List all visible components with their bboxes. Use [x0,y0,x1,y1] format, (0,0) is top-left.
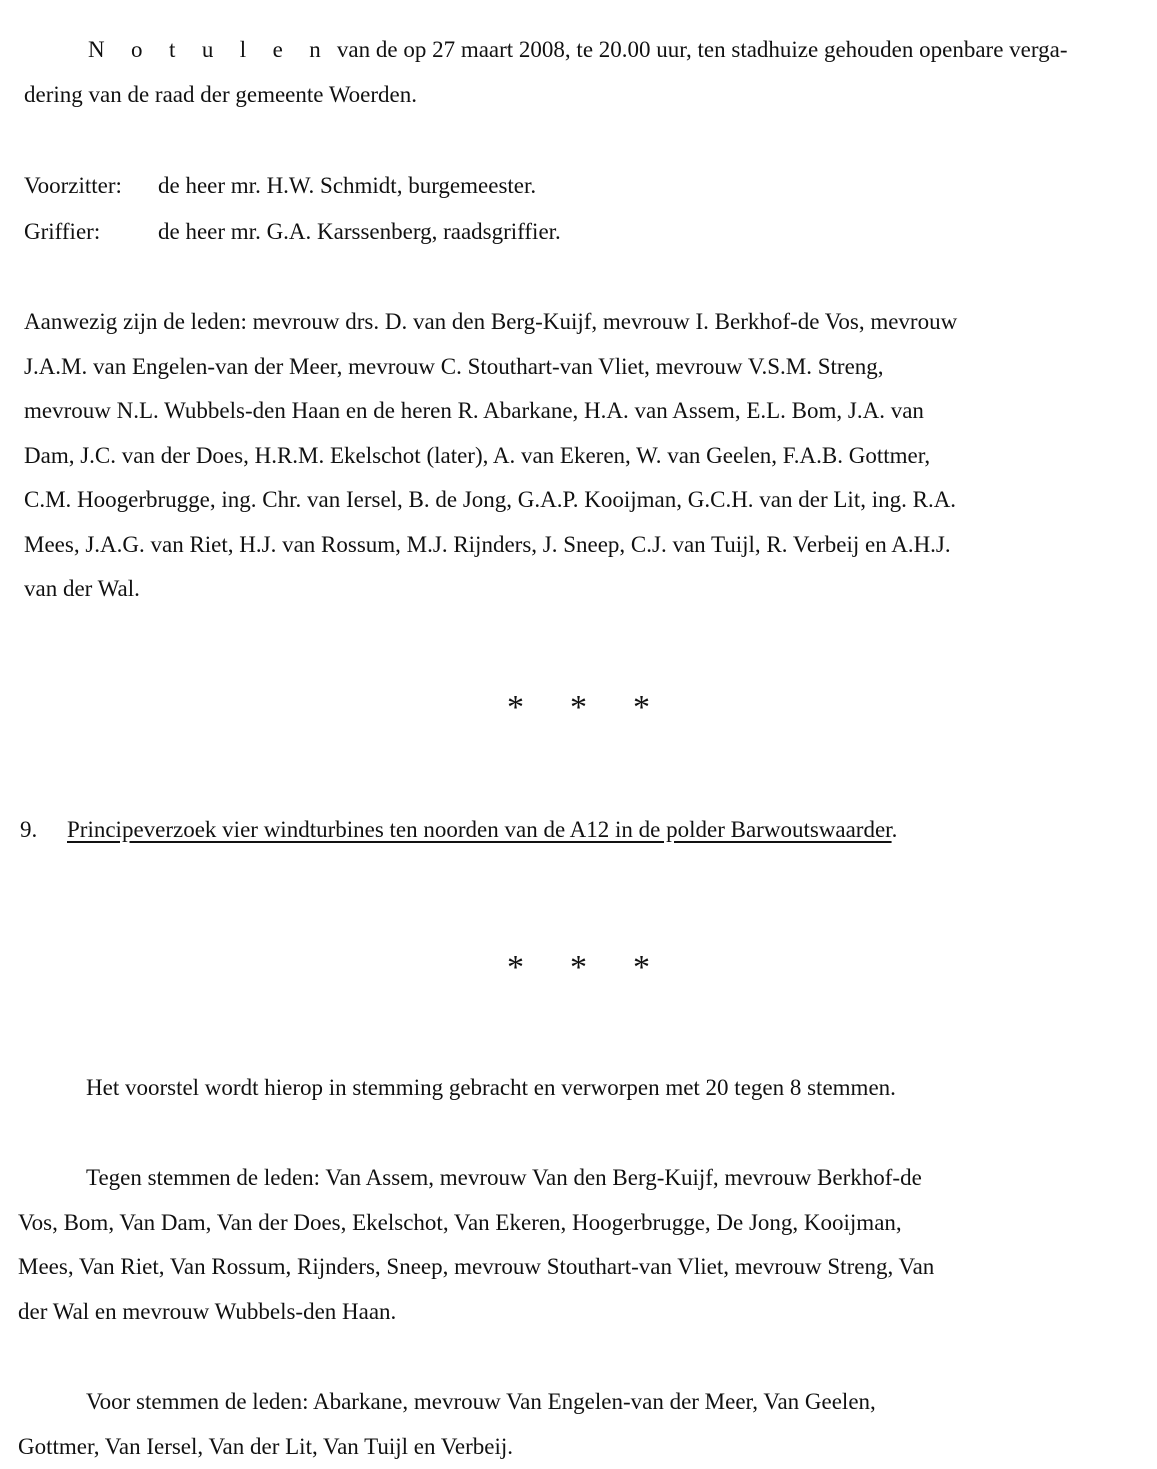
vote-result: Het voorstel wordt hierop in stemming gebracht en verworpen met 20 tegen 8 stemmen. [86,1066,896,1111]
asterisk: * [610,688,673,728]
agenda-item-title-end: . [892,817,898,842]
votes-for-line: Voor stemmen de leden: Abarkane, mevrouw Van Engelen-van der Meer, Van Geelen, [86,1380,876,1425]
votes-against-line: Vos, Bom, Van Dam, Van der Does, Ekelschot, Van Ekeren, Hoogerbrugge, De Jong, Kooijman, [18,1201,934,1246]
votes-against-line: Tegen stemmen de leden: Van Assem, mevrouw Van den Berg-Kuijf, mevrouw Berkhof-de [86,1156,934,1201]
separator-asterisks [0,688,1157,728]
votes-against-line: der Wal en mevrouw Wubbels-den Haan. [18,1290,934,1335]
attendees-line: Dam, J.C. van der Does, H.R.M. Ekelschot (later), A. van Ekeren, W. van Geelen, F.A.B. Gottmer, [24,434,957,479]
votes-against-line: Mees, Van Riet, Van Rossum, Rijnders, Sneep, mevrouw Stouthart-van Vliet, mevrouw Streng, Van [18,1245,934,1290]
votes-for-paragraph [18,1380,876,1469]
notulen-word: N o t u l e n [88,37,331,62]
asterisk: * [610,948,673,988]
chair-row [24,164,536,209]
attendees-line: J.A.M. van Engelen-van der Meer, mevrouw C. Stouthart-van Vliet, mevrouw V.S.M. Streng, [24,345,957,390]
intro-line-2: dering van de raad der gemeente Woerden. [24,73,1068,118]
votes-against-paragraph [18,1156,934,1334]
clerk-label: Griffier: [24,210,158,255]
attendees-paragraph [24,300,957,612]
agenda-item-number: 9. [20,808,67,853]
separator-asterisks [0,948,1157,988]
clerk-row [24,210,561,255]
agenda-item-heading [20,808,897,853]
intro-paragraph [24,28,1068,117]
chair-label: Voorzitter: [24,164,158,209]
asterisk: * [484,948,547,988]
clerk-value: de heer mr. G.A. Karssenberg, raadsgriffier. [158,219,561,244]
attendees-line: C.M. Hoogerbrugge, ing. Chr. van Iersel, B. de Jong, G.A.P. Kooijman, G.C.H. van der Lit, ing. R.A. [24,478,957,523]
asterisk: * [547,948,610,988]
attendees-line: mevrouw N.L. Wubbels-den Haan en de heren R. Abarkane, H.A. van Assem, E.L. Bom, J.A. van [24,389,957,434]
chair-value: de heer mr. H.W. Schmidt, burgemeester. [158,173,536,198]
attendees-line: Aanwezig zijn de leden: mevrouw drs. D. van den Berg-Kuijf, mevrouw I. Berkhof-de Vos, mevrouw [24,300,957,345]
intro-line-1-rest: van de op 27 maart 2008, te 20.00 uur, ten stadhuize gehouden openbare verga- [331,37,1067,62]
attendees-line: van der Wal. [24,567,957,612]
asterisk: * [547,688,610,728]
asterisk: * [484,688,547,728]
attendees-line: Mees, J.A.G. van Riet, H.J. van Rossum, M.J. Rijnders, J. Sneep, C.J. van Tuijl, R. Verbeij en A.H.J. [24,523,957,568]
votes-for-line: Gottmer, Van Iersel, Van der Lit, Van Tuijl en Verbeij. [18,1425,876,1469]
intro-line-1 [88,28,1068,73]
agenda-item-title: Principeverzoek vier windturbines ten noorden van de A12 in de polder Barwoutswaarder [67,817,892,842]
